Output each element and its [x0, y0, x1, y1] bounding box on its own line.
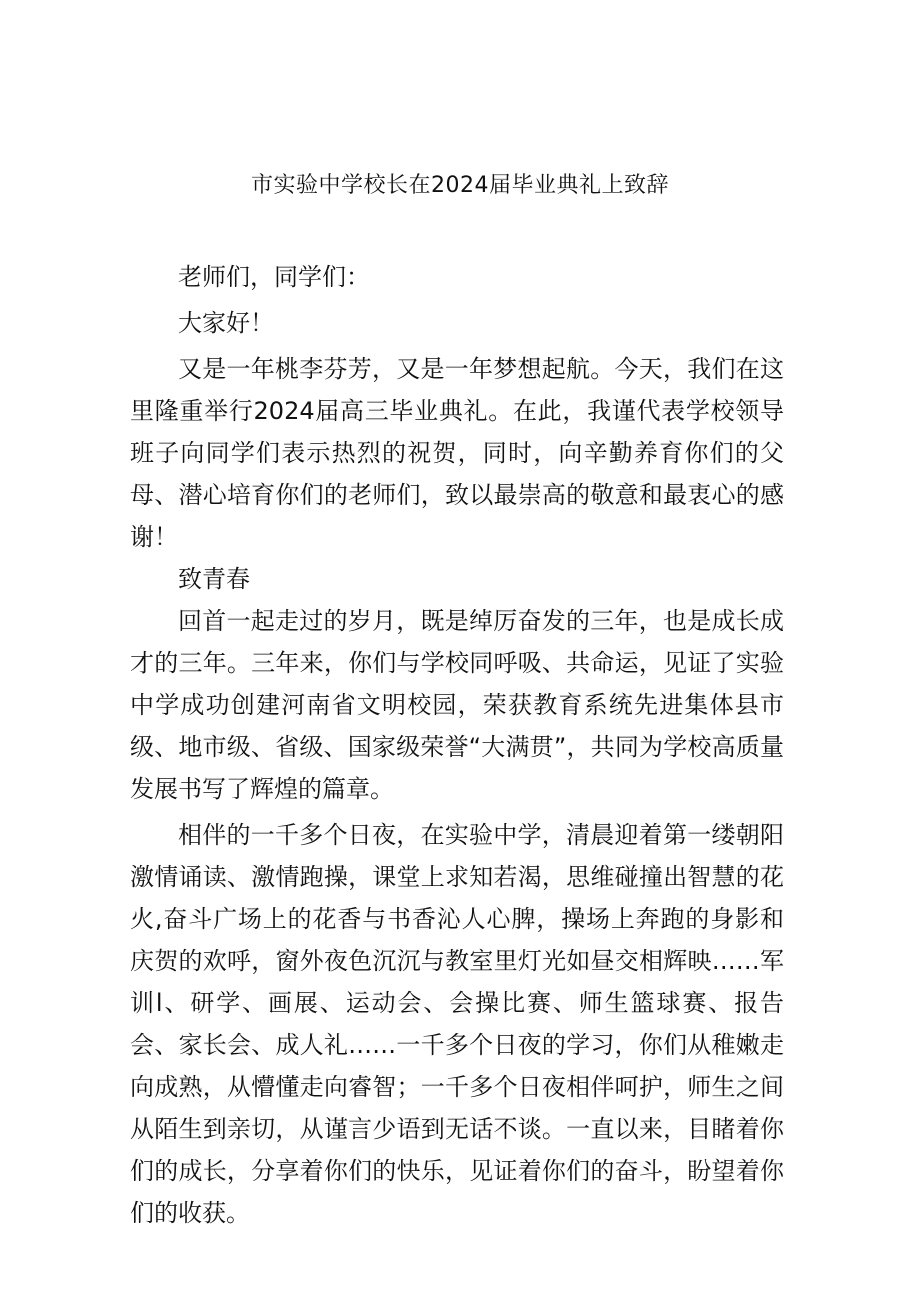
- greeting: 大家好！: [178, 309, 274, 337]
- document-title: 市实验中学校长在2024届毕业典礼上致辞: [251, 173, 669, 198]
- retrospective-paragraph: 回首一起走过的岁月，既是绰厉奋发的三年，也是成长成才的三年。三年来，你们与学校同呼吸、共命运，见证了实验中学成功创建河南省文明校园，荣获教育系统先进集体县市级、地市级、省级、国家级荣誉“大满贯”，共同为学校高质量发展书写了辉煌的篇章。: [130, 607, 784, 803]
- document-body: [130, 256, 784, 1234]
- memories-paragraph: 相伴的一千多个日夜，在实验中学，清晨迎着第一缕朝阳激情诵读、激情跑操，课堂上求知若渴，思维碰撞出智慧的花火,奋斗广场上的花香与书香沁人心脾，操场上奔跑的身影和庆贺的欢呼，窗外夜色沉沉与教室里灯光如昼交相辉映……军训l、研学、画展、运动会、会操比赛、师生篮球赛、报告会、家长会、成人礼……一千多个日夜的学习，你们从稚嫩走向成熟，从懵懂走向睿智；一千多个日夜相伴呵护，师生之间从陌生到亲切，从谨言少语到无话不谈。一直以来，目睹着你们的成长，分享着你们的快乐，见证着你们的奋斗，盼望着你们的收获。: [130, 821, 784, 1227]
- section-heading: 致青春: [178, 565, 250, 593]
- opening-paragraph: 又是一年桃李芬芳，又是一年梦想起航。今天，我们在这里隆重举行2024届高三毕业典礼。在此，我谨代表学校领导班子向同学们表示热烈的祝贺，同时，向辛勤养育你们的父母、潜心培育你们的老师们，致以最崇高的敬意和最衷心的感谢！: [130, 355, 784, 551]
- salutation: 老师们，同学们：: [178, 263, 370, 291]
